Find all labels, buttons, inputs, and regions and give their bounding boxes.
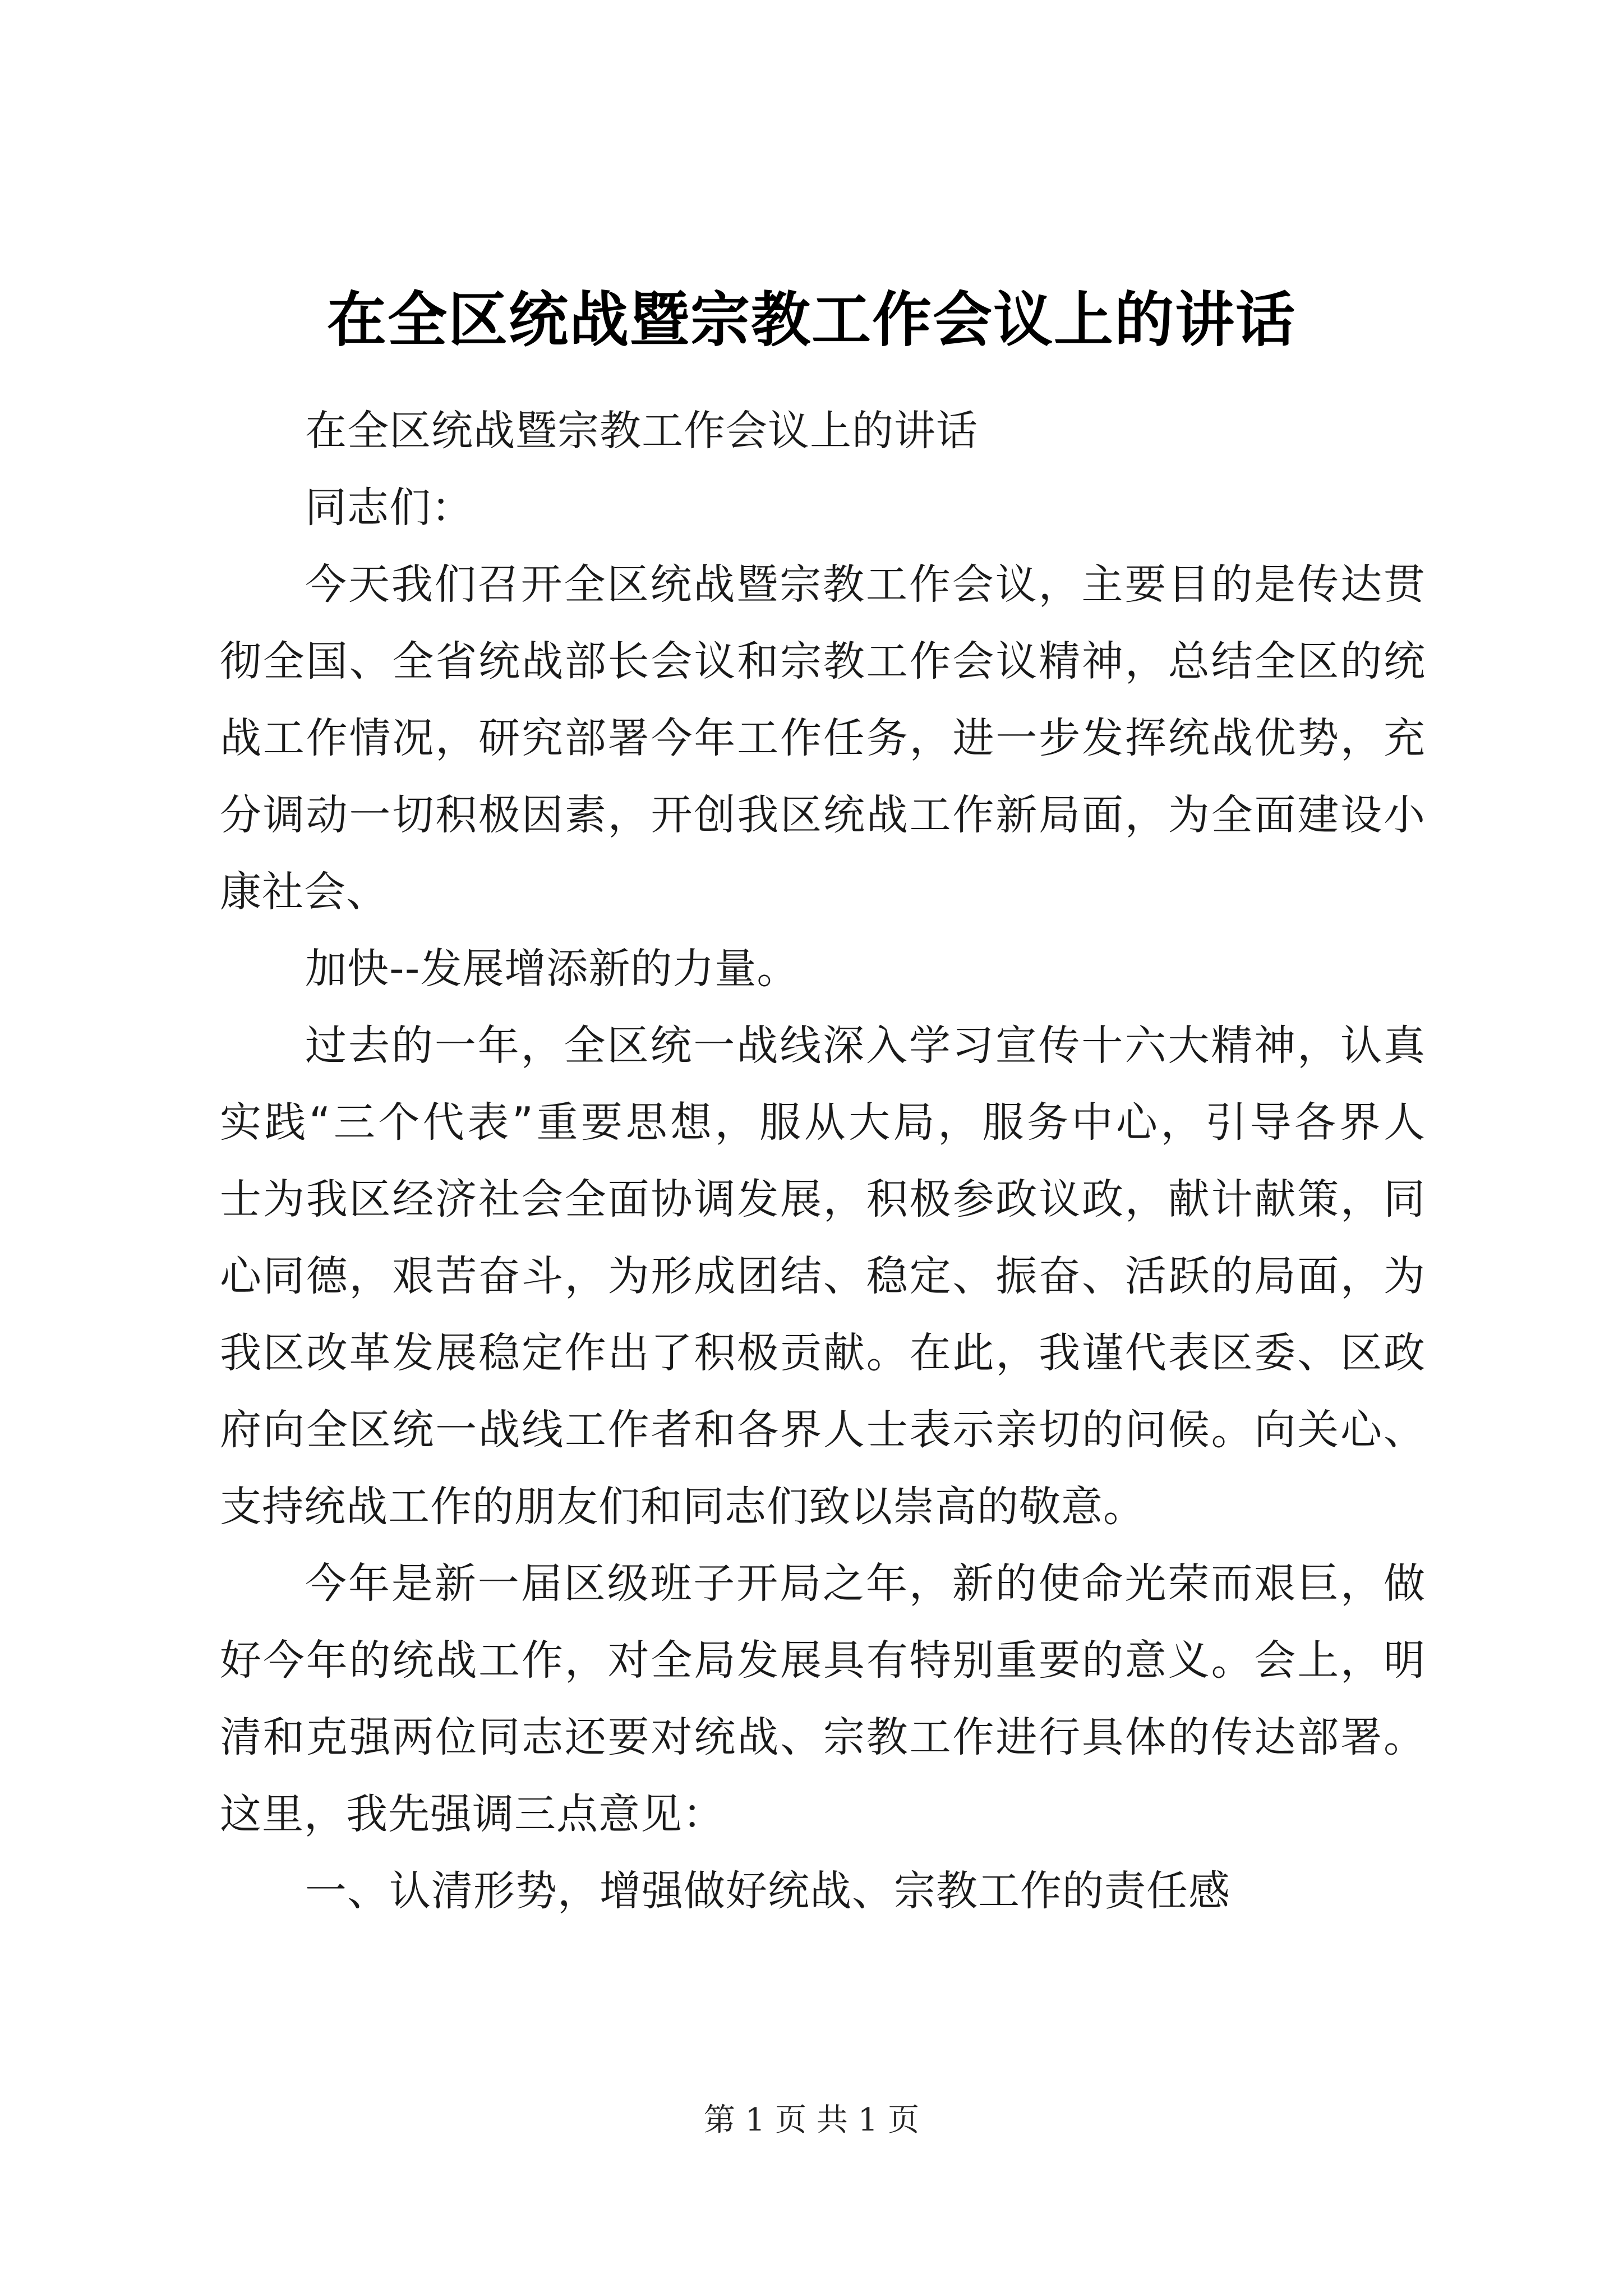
paragraph-line: 好今年的统战工作，对全局发展具有特别重要的意义。会上，明	[220, 1636, 1426, 1685]
document-body	[220, 393, 1426, 1930]
paragraph-line: 过去的一年，全区统一战线深入学习宣传十六大精神，认真	[305, 1022, 1426, 1070]
paragraph-line: 今年是新一届区级班子开局之年，新的使命光荣而艰巨，做	[305, 1559, 1426, 1608]
subtitle-line: 在全区统战暨宗教工作会议上的讲话	[305, 407, 978, 455]
paragraph-line: 府向全区统一战线工作者和各界人士表示亲切的问候。向关心、	[220, 1406, 1426, 1454]
section-heading: 一、认清形势，增强做好统战、宗教工作的责任感	[305, 1867, 1230, 1915]
paragraph-line: 心同德，艰苦奋斗，为形成团结、稳定、振奋、活跃的局面，为	[220, 1252, 1426, 1300]
paragraph-line: 康社会、	[220, 868, 388, 916]
paragraph-line: 士为我区经济社会全面协调发展，积极参政议政，献计献策，同	[220, 1175, 1426, 1223]
paragraph-line: 支持统战工作的朋友们和同志们致以崇高的敬意。	[220, 1483, 1145, 1531]
paragraph-line: 实践“三个代表”重要思想，服从大局，服务中心，引导各界人	[220, 1098, 1426, 1147]
document-title: 在全区统战暨宗教工作会议上的讲话	[327, 284, 1296, 355]
paragraph-line: 我区改革发展稳定作出了积极贡献。在此，我谨代表区委、区政	[220, 1329, 1426, 1377]
paragraph-line: 分调动一切积极因素，开创我区统战工作新局面，为全面建设小	[220, 791, 1426, 839]
paragraph-line: 清和克强两位同志还要对统战、宗教工作进行具体的传达部署。	[220, 1713, 1426, 1761]
paragraph-line: 今天我们召开全区统战暨宗教工作会议，主要目的是传达贯	[305, 560, 1426, 609]
paragraph-line: 彻全国、全省统战部长会议和宗教工作会议精神，总结全区的统	[220, 637, 1426, 685]
paragraph-line: 这里，我先强调三点意见：	[220, 1790, 725, 1838]
paragraph-line: 加快--发展增添新的力量。	[305, 945, 799, 993]
page-footer: 第 1 页 共 1 页	[703, 2102, 920, 2138]
paragraph-line: 战工作情况，研究部署今年工作任务，进一步发挥统战优势，充	[220, 714, 1426, 762]
salutation-line: 同志们：	[305, 484, 473, 532]
